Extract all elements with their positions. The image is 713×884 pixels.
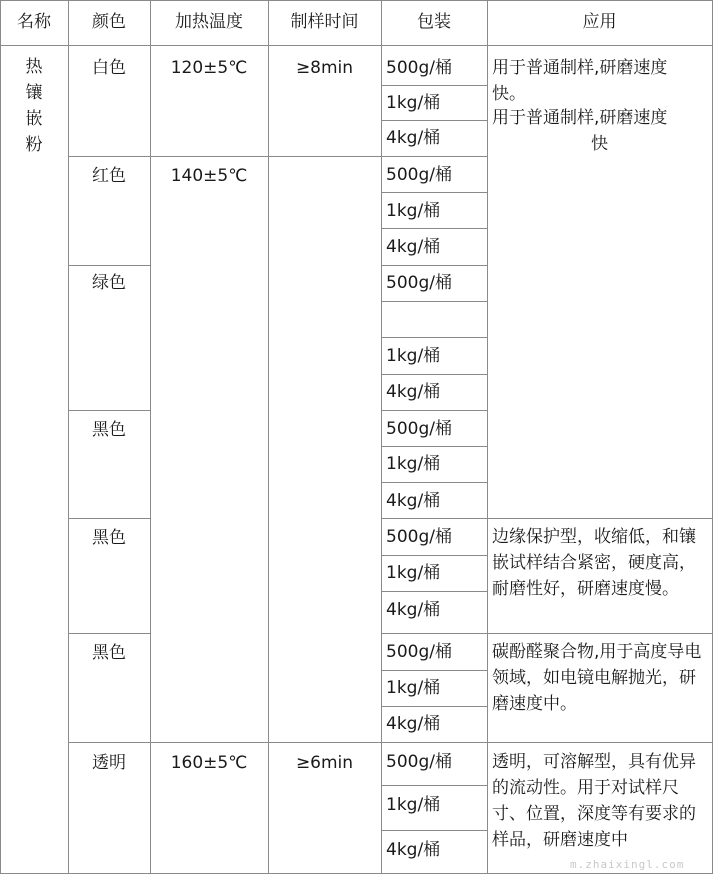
package-cell: 500g/桶	[386, 642, 452, 662]
package-cell: 4kg/桶	[386, 600, 441, 620]
color-cell: 黑色	[92, 643, 126, 663]
header-time: 制样时间	[290, 12, 359, 32]
color-cell: 绿色	[92, 273, 126, 293]
header-temp: 加热温度	[175, 12, 243, 32]
application-cell: 用于普通制样,研磨速度	[492, 58, 668, 78]
header-application: 应用	[582, 12, 617, 32]
package-cell: 1kg/桶	[386, 795, 441, 815]
package-cell: 500g/桶	[386, 419, 452, 439]
name-char: 粉	[25, 135, 43, 155]
application-cell: 透明，可溶解型，具有优异的流动性。用于对试样尺寸、位置，深度等有要求的样品，研磨速度中	[492, 752, 696, 850]
color-cell: 红色	[92, 166, 126, 186]
application-cell: 快	[591, 134, 608, 154]
package-cell: 1kg/桶	[386, 346, 441, 366]
name-char: 嵌	[25, 109, 43, 129]
temp-cell: 160±5℃	[170, 753, 248, 773]
name-char: 镶	[25, 83, 43, 103]
header-name: 名称	[17, 12, 51, 32]
package-cell: 500g/桶	[386, 273, 452, 293]
temp-cell: 120±5℃	[170, 58, 248, 78]
application-cell: 碳酚醛聚合物,用于高度导电领域，如电镜电解抛光，研磨速度中。	[492, 642, 702, 714]
package-cell: 4kg/桶	[386, 714, 441, 734]
application-cell: 边缘保护型，收缩低，和镶嵌试样结合紧密，硬度高，耐磨性好，研磨速度慢。	[492, 527, 696, 599]
package-cell: 1kg/桶	[386, 563, 441, 583]
color-cell: 白色	[92, 58, 126, 78]
package-cell: 500g/桶	[386, 752, 452, 772]
package-cell: 4kg/桶	[386, 382, 441, 402]
package-cell: 4kg/桶	[386, 237, 441, 257]
application-cell: 用于普通制样,研磨速度	[492, 108, 668, 128]
package-cell: 500g/桶	[386, 58, 452, 78]
color-cell: 透明	[92, 753, 126, 773]
package-cell: 4kg/桶	[386, 128, 441, 148]
package-cell: 1kg/桶	[386, 93, 441, 113]
header-color: 颜色	[92, 12, 126, 32]
name-char: 热	[25, 57, 43, 77]
header-package: 包装	[417, 12, 451, 32]
time-cell: ≥6min	[295, 753, 354, 773]
package-cell: 1kg/桶	[386, 454, 441, 474]
package-cell: 1kg/桶	[386, 201, 441, 221]
temp-cell: 140±5℃	[170, 166, 248, 186]
package-cell: 4kg/桶	[386, 491, 441, 511]
color-cell: 黑色	[92, 420, 126, 440]
color-cell: 黑色	[92, 528, 126, 548]
package-cell: 500g/桶	[386, 165, 452, 185]
package-cell: 500g/桶	[386, 527, 452, 547]
package-cell: 1kg/桶	[386, 678, 441, 698]
time-cell: ≥8min	[295, 58, 354, 78]
watermark: m.zhaixingl.com	[570, 858, 685, 871]
application-cell: 快。	[492, 84, 526, 104]
package-cell: 4kg/桶	[386, 840, 441, 860]
